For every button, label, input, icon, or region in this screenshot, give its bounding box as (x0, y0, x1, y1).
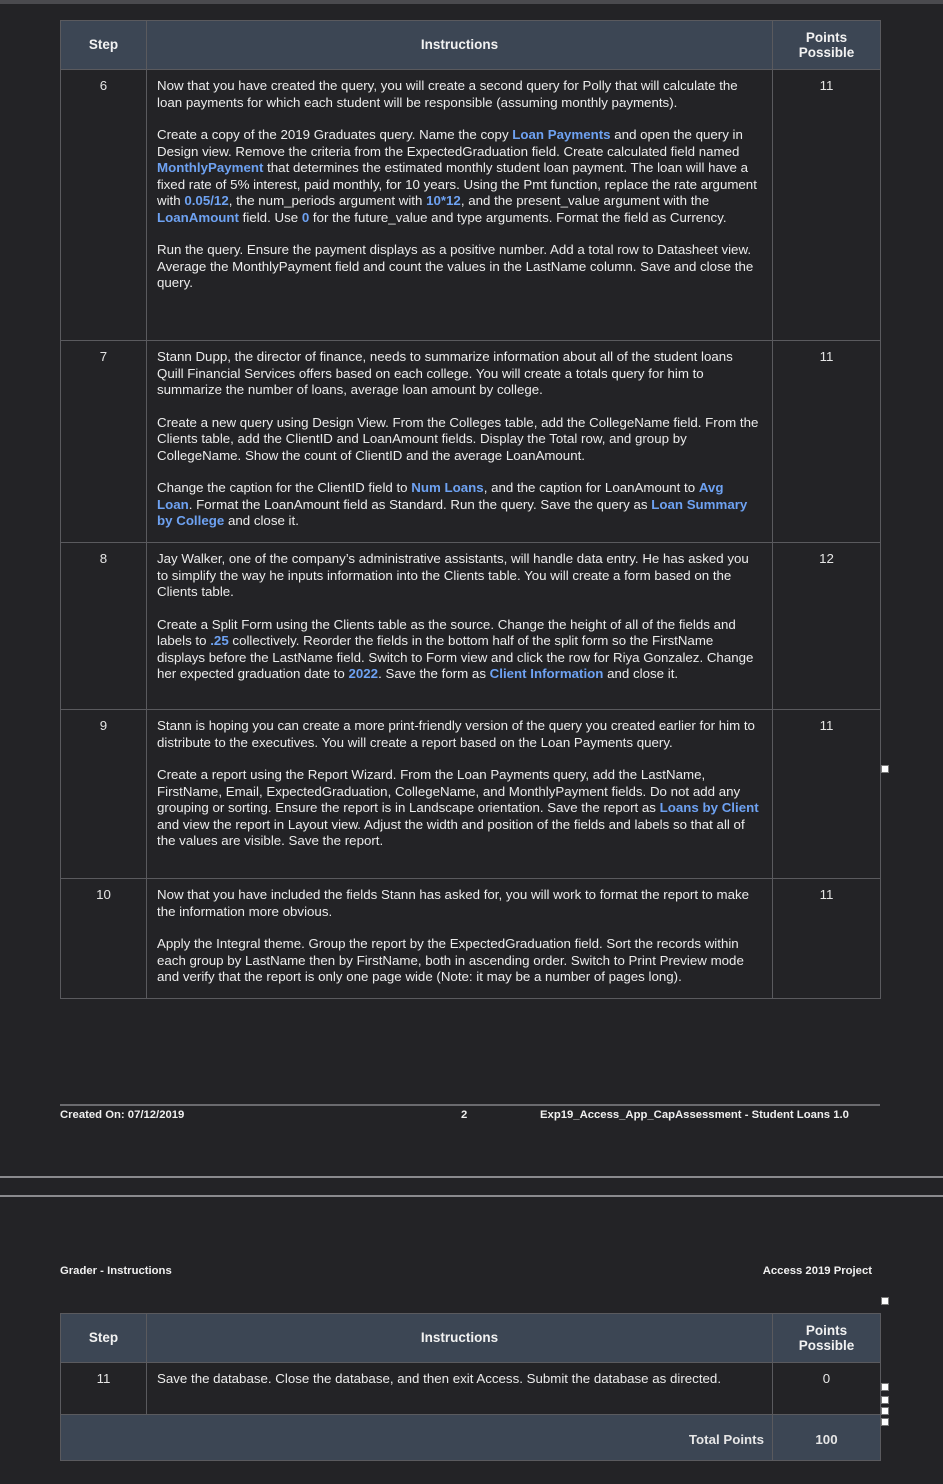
instruction-segment: , and the present_value argument with the (460, 193, 710, 208)
instruction-paragraph (157, 127, 762, 226)
instruction-segment: field. Use (238, 209, 302, 225)
instructions-table-continued (60, 1313, 881, 1461)
page-header-right: Access 2019 Project (762, 1265, 872, 1277)
table-header-row (61, 21, 881, 70)
highlighted-term: Num Loans (411, 480, 484, 495)
highlighted-term: 0.05/12 (184, 193, 229, 208)
header-points: Points Possible (773, 1314, 881, 1363)
instruction-segment: for the future_value and type arguments. Format the field as Currency. (309, 209, 727, 225)
instruction-segment: , the num_periods argument with (228, 193, 427, 208)
total-row (61, 1415, 881, 1461)
instruction-segment: Change the caption for the ClientID field to (157, 480, 412, 495)
instruction-text (147, 879, 773, 999)
points-value: 11 (773, 341, 881, 543)
instruction-segment: Stann is hoping you can create a more print-friendly version of the query you created earlier for him to distribute to the executives. You will create a report based on the Loan Payments query. (157, 718, 755, 750)
selection-handle[interactable] (881, 1297, 889, 1305)
step-number: 11 (61, 1363, 147, 1415)
instructions-table (60, 20, 881, 999)
instruction-paragraph (157, 617, 762, 683)
highlighted-term: 10*12 (426, 193, 461, 208)
table-row (61, 543, 881, 710)
step-number: 7 (61, 341, 147, 543)
instruction-text (147, 710, 773, 879)
top-border (0, 0, 943, 4)
instruction-segment: and close it. (603, 666, 679, 681)
instruction-paragraph (157, 887, 762, 920)
highlighted-term: MonthlyPayment (157, 160, 264, 175)
instruction-paragraph (157, 480, 762, 530)
table-row (61, 70, 881, 341)
highlighted-term: Loan Payments (512, 127, 611, 142)
instruction-paragraph (157, 767, 762, 850)
highlighted-term: 2022 (348, 666, 379, 681)
page-break-bottom (0, 1195, 943, 1197)
instruction-segment: Create a report using the Report Wizard. From the Loan Payments query, add the LastName, FirstName, Email, ExpectedGraduation, CollegeName, and MonthlyPayment fields. Do not add any grouping or sorting. Ensure the report is in Landscape orientation. Save the report as (157, 767, 741, 815)
instruction-paragraph (157, 718, 762, 751)
page-break-top (0, 1176, 943, 1178)
instruction-segment: Now that you have created the query, you will create a second query for Polly that will calculate the loan payments for which each student will be responsible (assuming monthly payments). (157, 78, 738, 110)
footer-created: Created On: 07/12/2019 (60, 1109, 185, 1121)
page-header-left: Grader - Instructions (60, 1265, 172, 1277)
instruction-segment: that determines the estimated monthly student loan payment. The loan will have a fixed rate of 5% interest, paid monthly, for 10 years. Using the Pmt function, replace the rate argument with (157, 160, 757, 208)
header-instructions: Instructions (147, 21, 773, 70)
instruction-segment: Create a copy of the 2019 Graduates query. Name the copy (157, 127, 513, 142)
instruction-segment: , and the caption for LoanAmount to (483, 480, 699, 495)
instruction-segment: Stann Dupp, the director of finance, needs to summarize information about all of the student loans Quill Financial Services offers based on each college. You will create a totals query for him to summarize the number of loans, average loan amount by college. (157, 349, 733, 397)
instruction-segment: and view the report in Layout view. Adjust the width and position of the fields and labels so that all of the values are visible. Save the report. (157, 816, 745, 848)
highlighted-term: LoanAmount (157, 209, 239, 225)
footer-page-number: 2 (461, 1109, 468, 1121)
points-value: 11 (773, 710, 881, 879)
instruction-paragraph (157, 415, 762, 465)
points-value: 11 (773, 879, 881, 999)
instruction-paragraph (157, 551, 762, 601)
step-number: 8 (61, 543, 147, 710)
table-header-row (61, 1314, 881, 1363)
instruction-segment: Jay Walker, one of the company’s administrative assistants, will handle data entry. He has asked you to simplify the way he inputs information into the Clients table. You will create a form based on the Clients table. (157, 551, 749, 599)
instruction-text (147, 70, 773, 341)
instruction-segment: collectively. Reorder the fields in the bottom half of the split form so the FirstName displays before the LastName field. Switch to Form view and click the row for Riya Gonzalez. Change her expected graduation date to (157, 633, 754, 681)
highlighted-term: 0 (301, 209, 310, 225)
instruction-segment: Run the query. Ensure the payment displays as a positive number. Add a total row to Datasheet view. Average the MonthlyPayment field and count the values in the LastName column. Save and close the query. (157, 242, 754, 290)
table-row (61, 341, 881, 543)
instruction-segment: Apply the Integral theme. Group the report by the ExpectedGraduation field. Sort the records within each group by LastName then by FirstName, both in ascending order. Switch to Print Preview mode and verify that the report is only one page wide (Note: it may be a number of pages long). (157, 936, 744, 984)
points-value: 0 (773, 1363, 881, 1415)
points-value: 11 (773, 70, 881, 341)
selection-handle[interactable] (881, 1418, 889, 1426)
header-points: Points Possible (773, 21, 881, 70)
header-instructions: Instructions (147, 1314, 773, 1363)
total-label: Total Points (61, 1415, 773, 1461)
instruction-paragraph (157, 78, 762, 111)
table-row (61, 1363, 881, 1415)
highlighted-term: Avg Loan (157, 480, 724, 512)
instruction-segment: Save the database. Close the database, and then exit Access. Submit the database as directed. (157, 1371, 722, 1386)
instruction-segment: Create a new query using Design View. From the Colleges table, add the CollegeName field. From the Clients table, add the ClientID and LoanAmount fields. Display the Total row, and group by CollegeName. Show the count of ClientID and the average LoanAmount. (157, 414, 759, 463)
instruction-text (147, 341, 773, 543)
highlighted-term: .25 (210, 633, 229, 648)
footer-document-title: Exp19_Access_App_CapAssessment - Student Loans 1.0 (540, 1109, 849, 1121)
instruction-segment: and close it. (224, 513, 299, 528)
instruction-paragraph (157, 936, 762, 986)
instruction-text (147, 1363, 773, 1415)
step-number: 6 (61, 70, 147, 341)
table-row (61, 879, 881, 999)
total-value: 100 (773, 1415, 881, 1461)
instruction-segment: . Format the LoanAmount field as Standard. Run the query. Save the query as (188, 496, 652, 512)
selection-handle[interactable] (881, 1396, 889, 1404)
selection-handle[interactable] (881, 1383, 889, 1391)
instruction-paragraph (157, 349, 762, 399)
table-row (61, 710, 881, 879)
highlighted-term: Loans by Client (659, 800, 759, 815)
highlighted-term: Client Information (489, 666, 604, 681)
header-step: Step (61, 1314, 147, 1363)
highlighted-term: Loan Summary by College (157, 496, 748, 528)
selection-handle[interactable] (881, 1407, 889, 1415)
selection-handle[interactable] (881, 765, 889, 773)
step-number: 10 (61, 879, 147, 999)
instruction-segment: Create a Split Form using the Clients table as the source. Change the height of all of the fields and labels to (157, 616, 736, 648)
instruction-segment: Now that you have included the fields Stann has asked for, you will work to format the report to make the information more obvious. (157, 887, 750, 919)
points-value: 12 (773, 543, 881, 710)
instruction-text (147, 543, 773, 710)
instruction-segment: . Save the form as (378, 666, 490, 681)
instruction-paragraph (157, 1371, 762, 1388)
instruction-segment: and open the query in Design view. Remove the criteria from the ExpectedGraduation field. Create calculated field named (157, 127, 743, 159)
step-number: 9 (61, 710, 147, 879)
footer-rule (60, 1104, 880, 1106)
header-step: Step (61, 21, 147, 70)
instruction-paragraph (157, 242, 762, 292)
